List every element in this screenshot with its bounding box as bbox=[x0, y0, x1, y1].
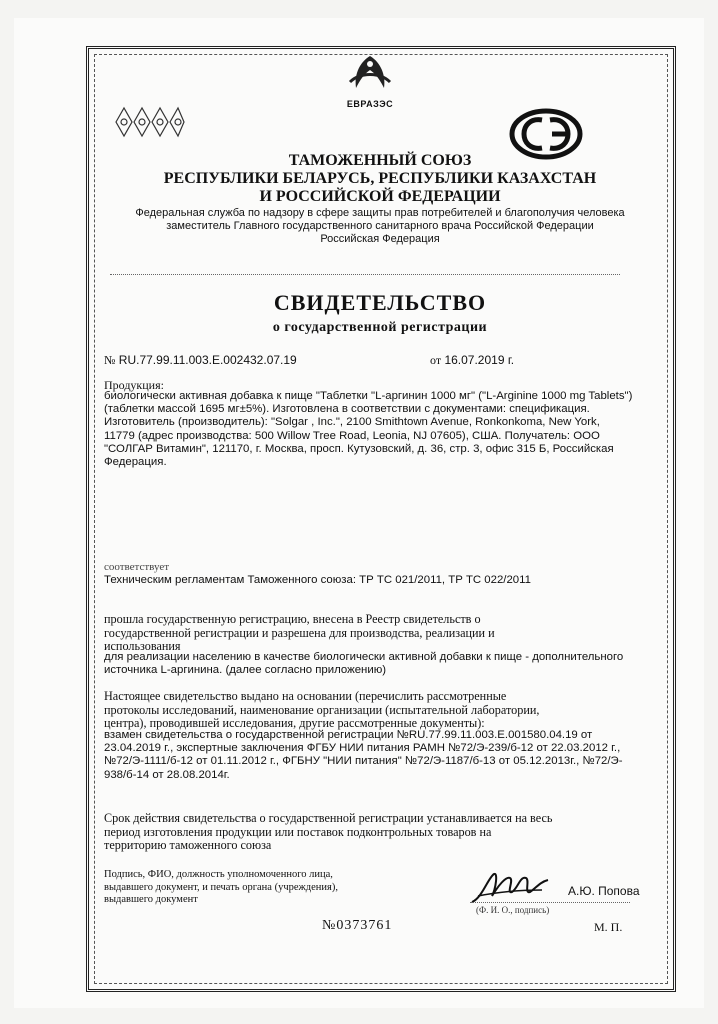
eurasec-emblem-icon bbox=[330, 52, 410, 96]
basis-line: протоколы исследований, наименование организации (испытательной лаборатории, bbox=[104, 702, 540, 717]
page-title: СВИДЕТЕЛЬСТВО bbox=[273, 290, 487, 315]
passed-line: государственной регистрации и разрешена для производства, реализации и bbox=[104, 625, 495, 640]
basis-intro bbox=[104, 690, 634, 731]
basis-line: Настоящее свидетельство выдано на основании (перечислить рассмотренные bbox=[104, 689, 507, 703]
basis-details bbox=[104, 729, 649, 782]
registration-no-label: № bbox=[104, 353, 116, 367]
stamp-place: М. П. bbox=[594, 920, 623, 934]
product-line: "СОЛГАР Витамин", 121170, г. Москва, просп. Кутузовский, д. 36, стр. 3, офис 315 Б, Российская bbox=[104, 442, 614, 455]
ornament-icon bbox=[114, 104, 186, 140]
compliance-label: соответствует bbox=[104, 561, 170, 573]
ornament-pattern bbox=[114, 104, 186, 140]
divider bbox=[110, 274, 620, 275]
fio-caption: (Ф. И. О., подпись) bbox=[476, 905, 550, 915]
registration-number bbox=[104, 353, 297, 368]
registration-number-value: RU.77.99.11.003.Е.002432.07.19 bbox=[118, 353, 297, 367]
authority-line-1: Федеральная служба по надзору в сфере защиты прав потребителей и благополучия человека bbox=[135, 207, 625, 219]
usage-line: источника L-аргинина. (далее согласно приложению) bbox=[104, 664, 387, 677]
basis-detail-line: №72/Э-1111/б-12 от 01.11.2012 г., ФГБНУ "НИИ питания" №72/Э-1187/б-13 от 05.12.2013г., №72/Э- bbox=[104, 755, 623, 768]
signature-line bbox=[470, 902, 630, 903]
registration-date-value: 16.07.2019 г. bbox=[444, 353, 515, 367]
registration-date bbox=[430, 353, 514, 368]
serial-number: №0373761 bbox=[322, 918, 393, 933]
basis-detail-line: 938/б-14 от 28.08.2014г. bbox=[104, 768, 230, 781]
basis-line: центра), проводившей исследования, другие рассмотренные документы): bbox=[104, 716, 485, 731]
signature-caption-line: выдавшего документ bbox=[104, 894, 198, 905]
validity-line: Срок действия свидетельства о государственной регистрации устанавливается на весь bbox=[104, 811, 553, 825]
passed-registration bbox=[104, 613, 634, 654]
header-line-2: РЕСПУБЛИКИ БЕЛАРУСЬ, РЕСПУБЛИКИ КАЗАХСТАН bbox=[163, 170, 597, 187]
validity-line: период изготовления продукции или поставок подконтрольных товаров на bbox=[104, 824, 492, 839]
product-line: биологически активная добавка к пище "Таблетки "L-аргинин 1000 мг" ("L-Arginine 1000 mg Tablets") bbox=[104, 390, 633, 402]
basis-detail-line: 23.04.2019 г., экспертные заключения ФГБУ НИИ питания РАМН №72/Э-239/б-12 от 22.03.2012 г., bbox=[104, 742, 621, 755]
signature-caption bbox=[104, 869, 404, 907]
product-line: (таблетки массой 1695 мг±5%). Изготовлена в соответствии с документами: спецификация. bbox=[104, 403, 590, 416]
eurasec-emblem bbox=[330, 52, 410, 112]
product-line: 11779 (адрес производства: 500 Willow Tree Road, Leonia, NJ 07605), США. Получатель: ООО bbox=[104, 429, 600, 442]
basis-detail-line: взамен свидетельства о государственной регистрации №RU.77.99.11.003.Е.001580.04.19 от bbox=[104, 729, 593, 741]
validity-text bbox=[104, 812, 634, 853]
signature-caption-line: выдавшего документ, и печать органа (учреждения), bbox=[104, 881, 338, 893]
usage-text bbox=[104, 651, 649, 677]
usage-line: для реализации населению в качестве биологически активной добавки к пище - дополнительного bbox=[104, 651, 624, 663]
validity-line: территорию таможенного союза bbox=[104, 838, 272, 853]
passed-line: прошла государственную регистрацию, внесена в Реестр свидетельств о bbox=[104, 612, 481, 626]
authority-line-2: заместитель Главного государственного санитарного врача Российской Федерации bbox=[166, 220, 594, 232]
authority-line-3: Российская Федерация bbox=[320, 233, 440, 245]
compliance-text: Техническим регламентам Таможенного союза: ТР ТС 021/2011, ТР ТС 022/2011 bbox=[104, 574, 531, 586]
product-label: Продукция: bbox=[104, 378, 164, 392]
product-line: Федерация. bbox=[104, 456, 167, 469]
header-line-3: И РОССИЙСКОЙ ФЕДЕРАЦИИ bbox=[259, 188, 501, 205]
product-description bbox=[104, 390, 649, 469]
header-line-1: ТАМОЖЕННЫЙ СОЮЗ bbox=[288, 152, 472, 169]
signer-name: А.Ю. Попова bbox=[568, 884, 640, 898]
passed-line: использования bbox=[104, 639, 181, 654]
signature-caption-line: Подпись, ФИО, должность уполномоченного лица, bbox=[104, 869, 333, 880]
emblem-label: ЕВРАЗЭС bbox=[346, 99, 394, 109]
product-line: Изготовитель (производитель): "Solgar , Inc.", 2100 Smithtown Avenue, Ronkonkoma, New York, bbox=[104, 416, 600, 429]
registration-date-label: от bbox=[430, 353, 442, 367]
page-subtitle: о государственной регистрации bbox=[272, 320, 488, 335]
